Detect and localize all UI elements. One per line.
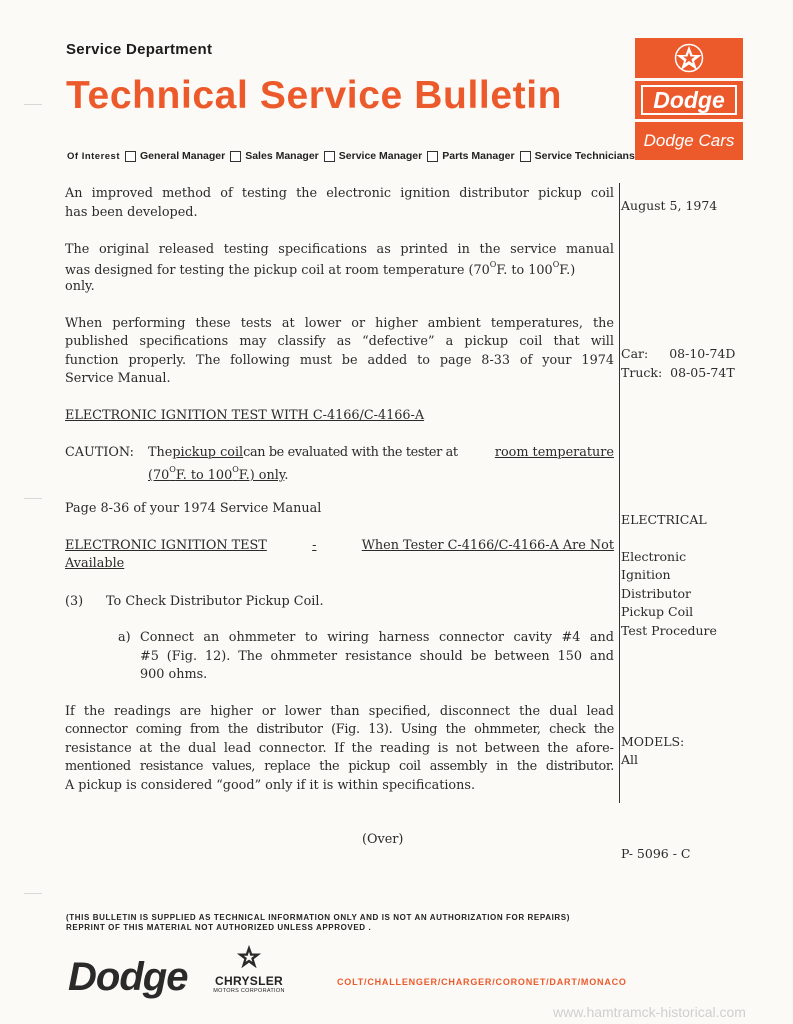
text-span: When Tester C-4166/C-4166-A Are Not xyxy=(361,538,614,553)
paragraph-line: published specifications may classify as “defective” a pickup coil that will xyxy=(65,334,614,349)
substep-line: #5 (Fig. 12). The ohmmeter resistance should be between 150 and xyxy=(140,649,614,664)
degree-mark: O xyxy=(489,260,497,269)
checkbox-sales-manager[interactable] xyxy=(230,150,319,162)
subject-line: Distributor xyxy=(621,586,692,601)
checkbox-service-manager[interactable] xyxy=(324,150,422,162)
checkbox-parts-manager[interactable] xyxy=(427,150,514,162)
bulletin-title: Technical Service Bulletin xyxy=(66,74,563,117)
degree-mark: O xyxy=(169,465,176,474)
pentastar-icon-panel xyxy=(635,38,743,78)
paragraph-line: If the readings are higher or lower than specified, disconnect the dual lead xyxy=(65,704,614,719)
step-text: To Check Distributor Pickup Coil. xyxy=(106,594,324,609)
over-indicator: (Over) xyxy=(362,832,404,847)
text-span: ELECTRONIC IGNITION TEST xyxy=(65,538,267,553)
bulletin-date: August 5, 1974 xyxy=(621,198,718,213)
caution-text xyxy=(148,445,458,460)
text-span: . xyxy=(284,468,289,483)
models-value: All xyxy=(621,752,639,767)
footer-disclaimer xyxy=(66,913,570,933)
subject-line: Test Procedure xyxy=(621,623,717,638)
checkbox-label: General Manager xyxy=(140,150,226,162)
paragraph-line: only. xyxy=(65,279,95,294)
category-label: ELECTRICAL xyxy=(621,512,707,527)
paragraph-line: When performing these tests at lower or higher ambient temperatures, the xyxy=(65,316,614,331)
checkbox-label: Service Manager xyxy=(338,150,423,162)
subject-line: Pickup Coil xyxy=(621,604,694,619)
models-list: COLT/CHALLENGER/CHARGER/CORONET/DART/MONACO xyxy=(337,977,627,987)
column-divider xyxy=(619,183,620,803)
section-heading: Available xyxy=(65,556,125,571)
checkbox-label: Service Technicians xyxy=(534,150,635,162)
text-span: The xyxy=(148,445,173,460)
degree-mark: O xyxy=(552,260,560,269)
car-reference xyxy=(621,345,735,364)
checkbox-box[interactable] xyxy=(520,151,531,162)
checkbox-box[interactable] xyxy=(230,151,241,162)
checkbox-label: Sales Manager xyxy=(245,150,319,162)
pentastar-icon xyxy=(674,43,704,73)
truck-value: 08-05-74T xyxy=(670,365,735,380)
text-span: F. to 100 xyxy=(496,263,553,278)
caution-line xyxy=(148,465,288,483)
text-span: was designed for testing the pickup coil at room temperature (70 xyxy=(65,263,490,278)
checkbox-box[interactable] xyxy=(125,151,136,162)
checkbox-label: Parts Manager xyxy=(442,150,515,162)
paragraph-line: An improved method of testing the electronic ignition distributor pickup coil xyxy=(65,186,614,201)
text-span: F.) only xyxy=(238,468,285,483)
text-span: room temperature xyxy=(494,445,614,460)
paragraph-line: resistance at the dual lead connector. If the reading is not between the afore- xyxy=(65,741,614,756)
text-span: - xyxy=(312,538,317,553)
text-span: F.) xyxy=(559,263,576,278)
paragraph-line: has been developed. xyxy=(65,205,198,220)
paragraph-line: connector coming from the distributor (Fig. 13). Using the ohmmeter, check the xyxy=(65,722,614,737)
car-label: Car: xyxy=(621,346,649,361)
text-span: can be evaluated with the tester at xyxy=(243,445,458,460)
disclaimer-line: (THIS BULLETIN IS SUPPLIED AS TECHNICAL INFORMATION ONLY AND IS NOT AN AUTHORIZATION FOR REPAIRS) xyxy=(66,913,570,922)
dodge-footer-logo: Dodge xyxy=(68,955,188,999)
checkbox-box[interactable] xyxy=(324,151,335,162)
margin-mark xyxy=(24,893,42,894)
subject-line: Ignition xyxy=(621,567,671,582)
car-value: 08-10-74D xyxy=(669,346,736,361)
section-heading: ELECTRONIC IGNITION TEST WITH C-4166/C-4166-A xyxy=(65,408,425,423)
chrysler-logo xyxy=(212,944,286,994)
temperature-range xyxy=(148,465,285,483)
paragraph-line: Service Manual. xyxy=(65,371,171,386)
checkbox-general-manager[interactable] xyxy=(125,150,225,162)
paragraph-line: function properly. The following must be added to page 8-33 of your 1974 xyxy=(65,353,614,368)
watermark: www.hamtramck-historical.com xyxy=(553,1004,746,1020)
section-heading xyxy=(65,538,614,553)
step-number: (3) xyxy=(65,594,84,609)
pentastar-icon xyxy=(236,944,262,970)
dodge-cars-label: Dodge Cars xyxy=(635,122,743,160)
text-span: pickup coil xyxy=(172,445,244,460)
disclaimer-line: REPRINT OF THIS MATERIAL NOT AUTHORIZED UNLESS APPROVED . xyxy=(66,923,372,932)
substep-line: 900 ohms. xyxy=(140,667,208,682)
interest-label: Of Interest xyxy=(67,150,121,162)
dodge-wordmark-panel xyxy=(635,81,743,119)
paragraph-line xyxy=(65,260,614,278)
paragraph-line: A pickup is considered “good” only if it is within specifications. xyxy=(65,778,476,793)
substep-label: a) xyxy=(118,630,131,645)
department-label: Service Department xyxy=(66,41,213,58)
checkbox-box[interactable] xyxy=(427,151,438,162)
caution-label: CAUTION: xyxy=(65,445,134,460)
chrysler-subtitle: MOTORS CORPORATION xyxy=(213,988,285,994)
paragraph-line: mentioned resistance values, replace the pickup coil assembly in the distributor. xyxy=(65,759,614,774)
degree-mark: O xyxy=(232,465,239,474)
margin-mark xyxy=(24,104,42,105)
models-label: MODELS: xyxy=(621,734,685,749)
checkbox-service-technicians[interactable] xyxy=(520,150,635,162)
text-span: (70 xyxy=(148,468,170,483)
bulletin-number: P- 5096 - C xyxy=(621,846,691,861)
dodge-logo-block xyxy=(635,38,743,160)
interest-checkboxes xyxy=(67,150,640,162)
paragraph-line: The original released testing specifications as printed in the service manual xyxy=(65,242,614,257)
substep-line: Connect an ohmmeter to wiring harness connector cavity #4 and xyxy=(140,630,614,645)
truck-label: Truck: xyxy=(621,365,663,380)
margin-mark xyxy=(24,498,42,499)
caution-line xyxy=(148,445,614,460)
chrysler-name: CHRYSLER xyxy=(215,974,283,988)
truck-reference xyxy=(621,364,735,383)
subject-line: Electronic xyxy=(621,549,687,564)
text-span: F. to 100 xyxy=(175,468,233,483)
dodge-wordmark: Dodge xyxy=(641,85,737,115)
page-reference: Page 8-36 of your 1974 Service Manual xyxy=(65,501,322,516)
